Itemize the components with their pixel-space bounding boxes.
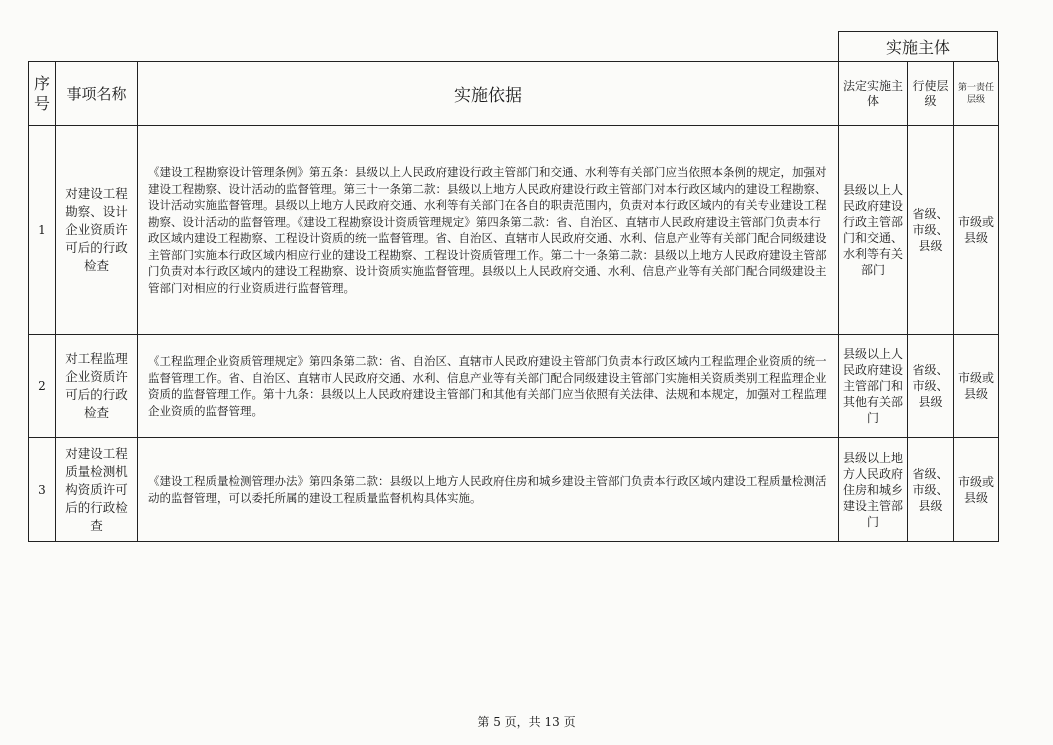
row-subject: 县级以上地方人民政府住房和城乡建设主管部门 [839,438,908,542]
table-header-row [29,62,999,126]
row-seq: 1 [29,126,56,335]
row-seq: 3 [29,438,56,542]
row-name: 对建设工程勘察、设计企业资质许可后的行政检查 [56,126,138,335]
row-basis: 《工程监理企业资质管理规定》第四条第二款：省、自治区、直辖市人民政府建设主管部门负责本行政区域内工程监理企业资质的统一监督管理工作。省、自治区、直辖市人民政府交通、水利、信息产业等有关部门配合同级建设主管部门实施相关资质类别工程监理企业资质的监督管理工作。第十九条：县级以上人民政府建设主管部门和其他有关部门应当依照有关法律、法规和本规定，加强对工程监理企业资质的监督管理。 [138,335,839,438]
col-header-first-level: 第一责任层级 [954,62,999,126]
row-basis: 《建设工程质量检测管理办法》第四条第二款：县级以上地方人民政府住房和城乡建设主管部门负责本行政区域内建设工程质量检测活动的监督管理，可以委托所属的建设工程质量监督机构具体实施。 [138,438,839,542]
col-header-basis: 实施依据 [138,62,839,126]
matters-table [28,61,999,542]
row-first-level: 市级或县级 [954,438,999,542]
table-row [29,335,999,438]
row-name: 对工程监理企业资质许可后的行政检查 [56,335,138,438]
row-first-level: 市级或县级 [954,126,999,335]
table-row [29,438,999,542]
row-subject: 县级以上人民政府建设主管部门和其他有关部门 [839,335,908,438]
table-row [29,126,999,335]
row-first-level: 市级或县级 [954,335,999,438]
col-header-level: 行使层级 [908,62,954,126]
row-level: 省级、市级、县级 [908,438,954,542]
col-header-name: 事项名称 [56,62,138,126]
row-name: 对建设工程质量检测机构资质许可后的行政检查 [56,438,138,542]
col-header-subject: 法定实施主体 [839,62,908,126]
row-basis: 《建设工程勘察设计管理条例》第五条：县级以上人民政府建设行政主管部门和交通、水利等有关部门应当依照本条例的规定，加强对建设工程勘察、设计活动的监督管理。第三十一条第二款：县级以上地方人民政府建设行政主管部门对本行政区域内的建设工程勘察、设计活动实施监督管理。县级以上地方人民政府交通、水利等有关部门在各自的职责范围内，负责对本行政区域内的有关专业建设工程勘察、设计活动的监督管理。《建设工程勘察设计资质管理规定》第四条第二款：省、自治区、直辖市人民政府建设主管部门负责本行政区域内建设工程勘察、工程设计资质的统一监督管理。省、自治区、直辖市人民政府交通、水利、信息产业等有关部门配合同级建设主管部门实施本行政区域内相应行业的建设工程勘察、工程设计资质管理工作。第二十一条第二款：县级以上地方人民政府建设主管部门负责对本行政区域内的建设工程勘察、设计资质实施监督管理。县级以上人民政府交通、水利、信息产业等有关部门配合同级建设主管部门对相应的行业资质进行监督管理。 [138,126,839,335]
implementation-subject-header: 实施主体 [838,31,998,61]
row-level: 省级、市级、县级 [908,335,954,438]
col-header-seq: 序号 [29,62,56,126]
page-footer: 第 5 页，共 13 页 [477,715,576,729]
row-level: 省级、市级、县级 [908,126,954,335]
row-seq: 2 [29,335,56,438]
row-subject: 县级以上人民政府建设行政主管部门和交通、水利等有关部门 [839,126,908,335]
